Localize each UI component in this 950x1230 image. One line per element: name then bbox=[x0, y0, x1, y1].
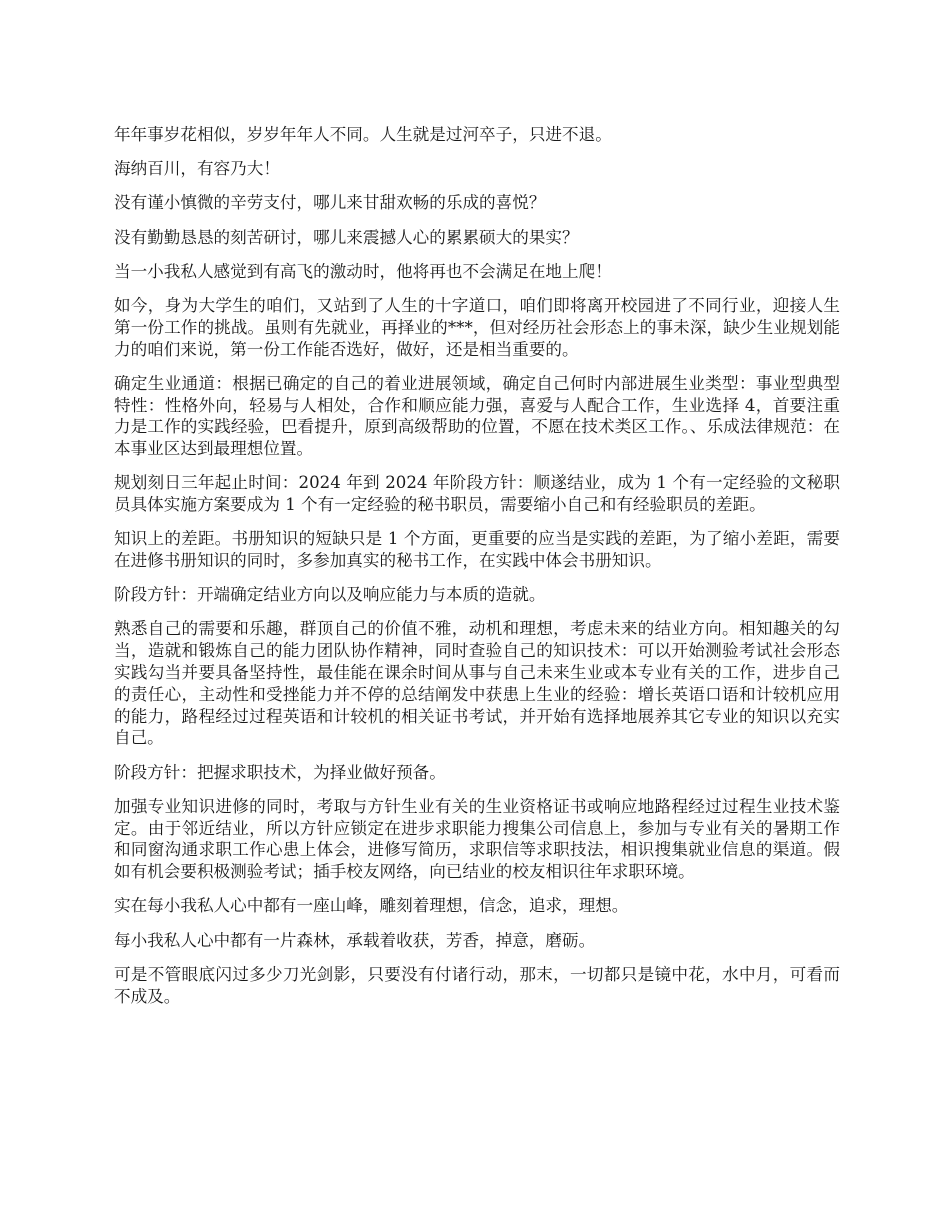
paragraph: 规划刻日三年起止时间：2024 年到 2024 年阶段方针：顺遂结业，成为 1 个有一定经验的文秘职员具体实施方案要成为 1 个有一定经验的秘书职员，需要缩小自己和有经验职员的差距。 bbox=[114, 473, 840, 515]
paragraph: 可是不管眼底闪过多少刀光剑影，只要没有付诸行动，那末，一切都只是镜中花，水中月，可看而不成及。 bbox=[114, 964, 840, 1006]
paragraph: 如今，身为大学生的咱们，又站到了人生的十字道口，咱们即将离开校园进了不同行业，迎接人生第一份工作的挑战。虽则有先就业，再择业的***，但对经历社会形态上的事未深，缺少生业规划能力的咱们来说，第一份工作能否选好，做好，还是相当重要的。 bbox=[114, 295, 840, 359]
paragraph: 阶段方针：把握求职技术，为择业做好预备。 bbox=[114, 762, 446, 782]
paragraph: 没有勤勤恳恳的刻苦研讨，哪儿来震撼人心的累累硕大的果实？ bbox=[114, 227, 579, 247]
paragraph: 每小我私人心中都有一片森林，承载着收获，芳香，掉意，磨砺。 bbox=[114, 930, 596, 950]
paragraph: 加强专业知识进修的同时，考取与方针生业有关的生业资格证书或响应地路程经过过程生业技术鉴定。由于邻近结业，所以方针应锁定在进步求职能力搜集公司信息上，参加与专业有关的暑期工作和同窗沟通求职工作心患上体会，进修写简历，求职信等求职技法，相识搜集就业信息的渠道。假如有机会要积极测验考试；插手校友网络，向已结业的校友相识往年求职环境。 bbox=[114, 796, 840, 882]
document-body bbox=[114, 124, 840, 1020]
paragraph: 年年事岁花相似，岁岁年年人不同。人生就是过河卒子，只进不退。 bbox=[114, 125, 612, 144]
paragraph: 阶段方针：开端确定结业方向以及响应能力与本质的造就。 bbox=[114, 585, 546, 605]
paragraph: 当一小我私人感觉到有高飞的激动时，他将再也不会满足在地上爬！ bbox=[114, 261, 612, 281]
paragraph: 没有谨小慎微的辛劳支付，哪儿来甘甜欢畅的乐成的喜悦？ bbox=[114, 193, 546, 213]
paragraph: 确定生业通道：根据已确定的自己的着业进展领域，确定自己何时内部进展生业类型：事业型典型特性：性格外向，轻易与人相处，合作和顺应能力强，喜爱与人配合工作，生业选择 4，首要注重力是工作的实践经验，巴看提升，原到高级帮助的位置，不愿在技术类区工作。、乐成法律规范：在本事业区达到最理想位置。 bbox=[114, 373, 840, 459]
paragraph: 实在每小我私人心中都有一座山峰，雕刻着理想，信念，追求，理想。 bbox=[114, 896, 629, 916]
paragraph: 海纳百川，有容乃大！ bbox=[114, 159, 280, 179]
paragraph: 知识上的差距。书册知识的短缺只是 1 个方面，更重要的应当是实践的差距，为了缩小差距，需要在进修书册知识的同时，多参加真实的秘书工作，在实践中体会书册知识。 bbox=[114, 529, 840, 571]
paragraph: 熟悉自己的需要和乐趣，群顶自己的价值不雅，动机和理想，考虑未来的结业方向。相知趣关的勾当，造就和锻炼自己的能力团队协作精神，同时查验自己的知识技术：可以开始测验考试社会形态实践勾当并要具备坚持性，最佳能在课余时间从事与自己未来生业或本专业有关的工作，进步自己的责任心，主动性和受挫能力并不停的总结阐发中获患上生业的经验：增长英语口语和计较机应用的能力，路程经过过程英语和计较机的相关证书考试，并开始有选择地展养其它专业的知识以充实自己。 bbox=[114, 619, 840, 748]
